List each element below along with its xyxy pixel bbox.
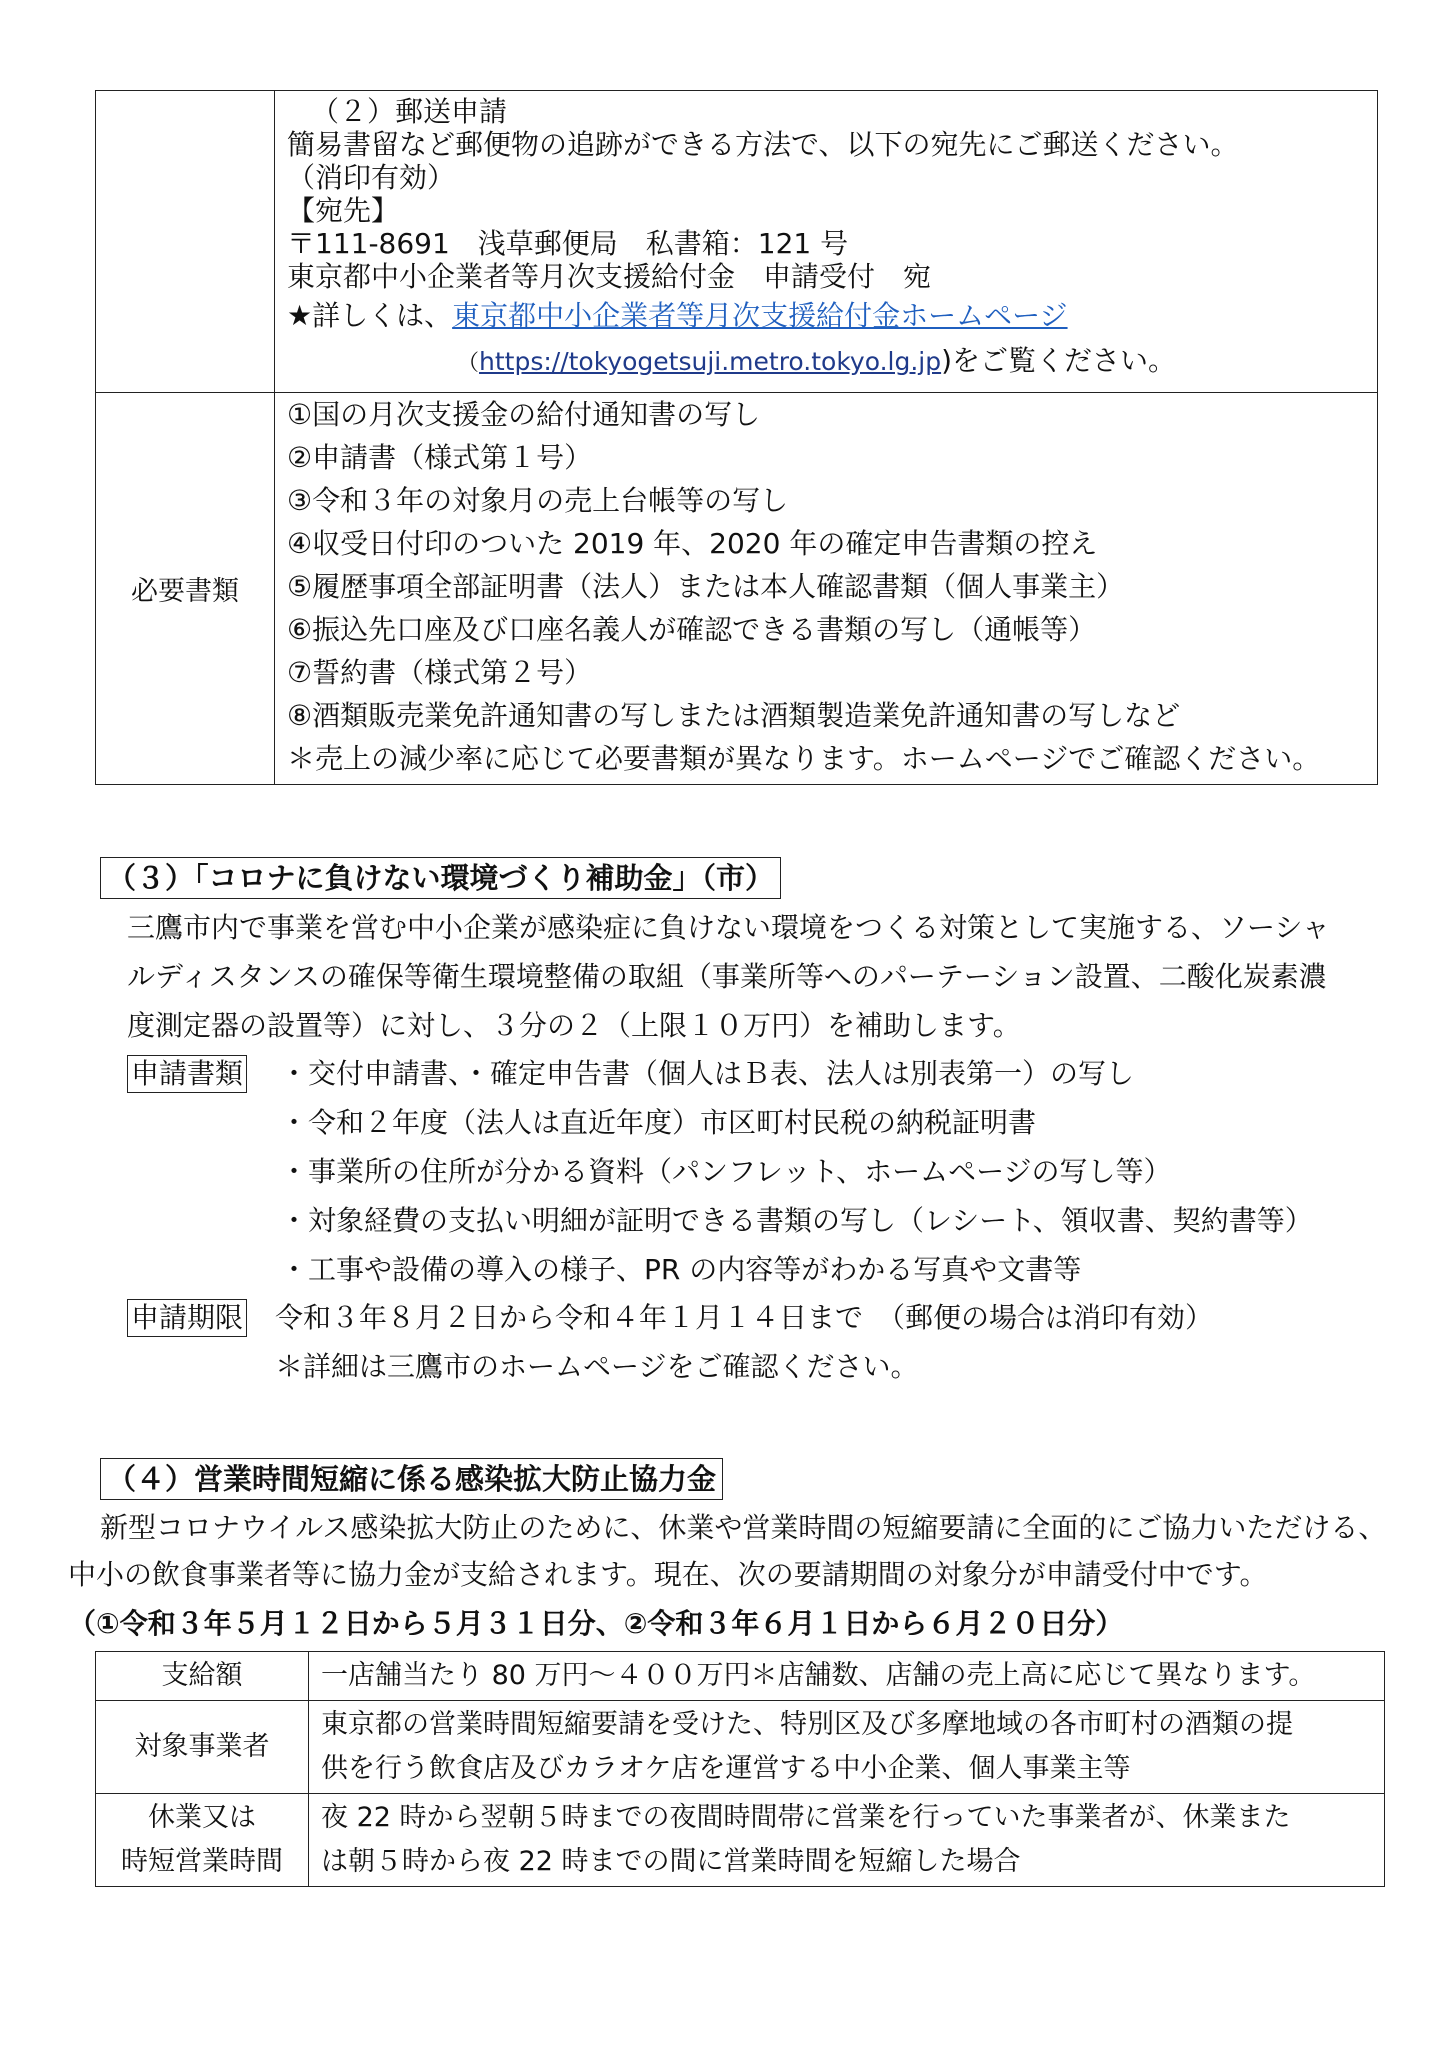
required-docs-row — [96, 393, 1378, 785]
homepage-link[interactable]: 東京都中小企業者等月次支援給付金ホームページ — [452, 299, 1068, 332]
table-row — [96, 1701, 1385, 1794]
mail-line: （消印有効） — [287, 161, 456, 194]
section3-intro-line: ルディスタンスの確保等衛生環境整備の取組（事業所等へのパーテーション設置、二酸化炭素濃 — [127, 960, 1327, 993]
section3-title: （３）「コロナに負けない環境づくり補助金」（市） — [100, 857, 781, 899]
table-value: は朝５時から夜 22 時までの間に営業時間を短縮した場合 — [321, 1846, 1021, 1877]
cooperation-fund-table — [95, 1651, 1385, 1887]
required-doc-item: ⑤履歴事項全部証明書（法人）または本人確認書類（個人事業主） — [287, 570, 1125, 603]
mail-line: 【宛先】 — [287, 194, 400, 227]
table-label-cell — [96, 1652, 309, 1701]
table-value: 夜 22 時から翌朝５時までの夜間時間帯に営業を行っていた事業者が、休業また — [321, 1802, 1291, 1833]
table-row — [96, 1794, 1385, 1887]
required-doc-note: ＊売上の減少率に応じて必要書類が異なります。ホームページでご確認ください。 — [287, 742, 1321, 775]
section4-intro-line: 新型コロナウイルス感染拡大防止のために、休業や営業時間の短縮要請に全面的にご協力いただける、 — [100, 1511, 1387, 1544]
section3-intro-line: 三鷹市内で事業を営む中小企業が感染症に負けない環境をつくる対策として実施する、ソーシャ — [127, 911, 1330, 944]
required-docs-label: 必要書類 — [96, 393, 275, 785]
url-suffix: )をご覧ください。 — [941, 344, 1177, 377]
section3-note: ＊詳細は三鷹市のホームページをご確認ください。 — [275, 1350, 919, 1383]
section4-period-line: （①令和３年５月１２日から５月３１日分、②令和３年６月１日から６月２０日分） — [68, 1607, 1124, 1640]
required-doc-item: ④収受日付印のついた 2019 年、2020 年の確定申告書類の控え — [287, 527, 1098, 560]
table-label: 時短営業時間 — [121, 1846, 283, 1877]
table-label-cell — [96, 1794, 309, 1887]
mail-heading: （２）郵送申請 — [311, 95, 508, 128]
required-doc-item: ②申請書（様式第１号） — [287, 441, 593, 474]
mail-line: 東京都中小企業者等月次支援給付金 申請受付 宛 — [287, 260, 932, 293]
detail-line — [287, 293, 1365, 339]
mail-line: 簡易書留など郵便物の追跡ができる方法で、以下の宛先にご郵送ください。 — [287, 128, 1239, 161]
mail-line: 〒111-8691 浅草郵便局 私書箱：121 号 — [287, 227, 849, 260]
section3-doc-item: ・工事や設備の導入の様子、PR の内容等がわかる写真や文書等 — [280, 1253, 1082, 1286]
required-doc-item: ①国の月次支援金の給付通知書の写し — [287, 398, 761, 431]
section4-intro-line: 中小の飲食事業者等に協力金が支給されます。現在、次の要請期間の対象分が申請受付中です。 — [68, 1558, 1268, 1591]
detail-prefix: ★詳しくは、 — [287, 299, 453, 332]
url-open-paren: （ — [457, 351, 480, 376]
mail-row-label-cell — [96, 91, 275, 393]
table-label: 支給額 — [161, 1660, 243, 1691]
table-value: 一店舗当たり 80 万円～４００万円＊店舗数、店舗の売上高に応じて異なります。 — [321, 1660, 1316, 1691]
required-doc-item: ⑥振込先口座及び口座名義人が確認できる書類の写し（通帳等） — [287, 613, 1097, 646]
url-line — [287, 339, 1365, 386]
table-value-cell — [309, 1794, 1385, 1887]
table-value: 東京都の営業時間短縮要請を受けた、特別区及び多摩地域の各市町村の酒類の提 — [321, 1709, 1293, 1740]
period-tag: 申請期限 — [127, 1299, 247, 1337]
section3-doc-item: ・令和２年度（法人は直近年度）市区町村民税の納税証明書 — [280, 1106, 1037, 1139]
table-label: 対象事業者 — [134, 1731, 270, 1762]
required-docs-cell — [275, 393, 1378, 785]
docs-tag: 申請書類 — [127, 1055, 247, 1093]
homepage-url-link[interactable]: https://tokyogetsuji.metro.tokyo.lg.jp — [479, 347, 942, 376]
section3-docs-row — [127, 1054, 247, 1094]
section3-intro-line: 度測定器の設置等）に対し、３分の２（上限１０万円）を補助します。 — [127, 1009, 1021, 1042]
section3-period-row — [127, 1298, 247, 1338]
required-doc-item: ⑧酒類販売業免許通知書の写しまたは酒類製造業免許通知書の写しなど — [287, 699, 1181, 732]
section3-doc-item: ・対象経費の支払い明細が証明できる書類の写し（レシート、領収書、契約書等） — [280, 1204, 1313, 1237]
table-value: 供を行う飲食店及びカラオケ店を運営する中小企業、個人事業主等 — [321, 1753, 1131, 1784]
required-doc-item: ③令和３年の対象月の売上台帳等の写し — [287, 484, 789, 517]
section3-doc-item: ・交付申請書、・確定申告書（個人はＢ表、法人は別表第一）の写し — [280, 1057, 1135, 1090]
section3-period: 令和３年８月２日から令和４年１月１４日まで （郵便の場合は消印有効） — [275, 1301, 1214, 1334]
section3-doc-item: ・事業所の住所が分かる資料（パンフレット、ホームページの写し等） — [280, 1155, 1172, 1188]
table-value-cell — [309, 1652, 1385, 1701]
application-table — [95, 90, 1378, 785]
mail-row — [96, 91, 1378, 393]
required-doc-item: ⑦誓約書（様式第２号） — [287, 656, 593, 689]
section4-title: （４）営業時間短縮に係る感染拡大防止協力金 — [100, 1458, 723, 1500]
mail-application-cell — [275, 91, 1378, 393]
table-label-cell — [96, 1701, 309, 1794]
table-row — [96, 1652, 1385, 1701]
table-label: 休業又は — [148, 1802, 256, 1833]
table-value-cell — [309, 1701, 1385, 1794]
